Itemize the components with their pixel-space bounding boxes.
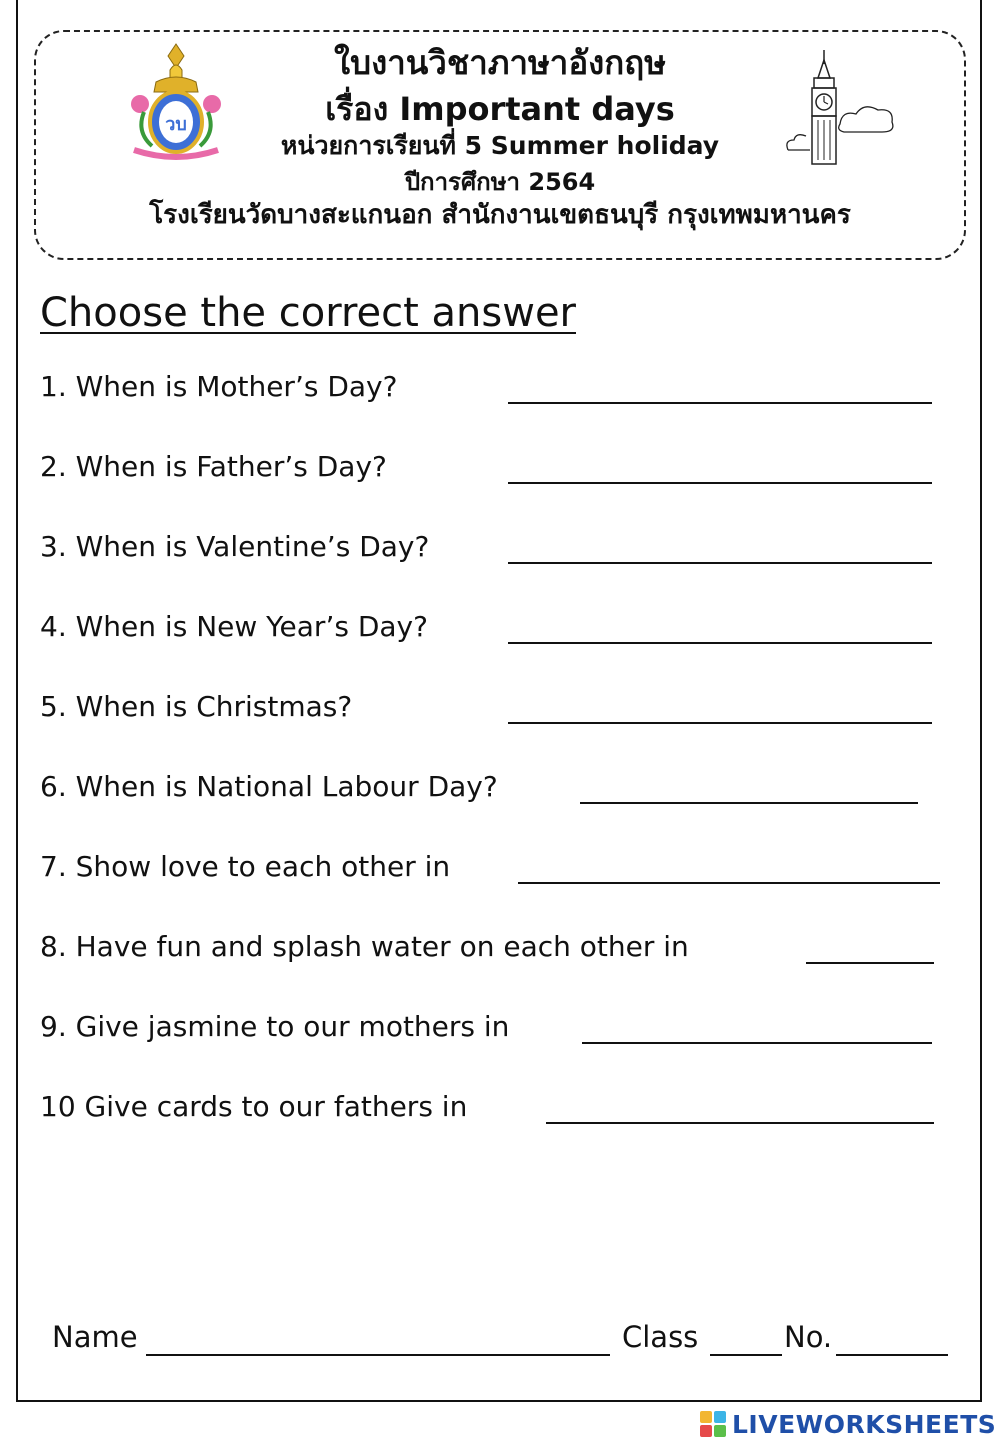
school-name-label: โรงเรียนวัดบางสะแกนอก สำนักงานเขตธนบุรี กรุงเทพมหานคร (149, 200, 851, 230)
answer-blank-4[interactable] (508, 642, 932, 644)
answer-blank-1[interactable] (508, 402, 932, 404)
answer-blank-3[interactable] (508, 562, 932, 564)
class-label: Class (622, 1320, 699, 1354)
answer-blank-5[interactable] (508, 722, 932, 724)
question-7: 7. Show love to each other in (40, 850, 451, 883)
instruction-heading: Choose the correct answer (40, 290, 576, 336)
academic-year-label: ปีการศึกษา 2564 (404, 168, 596, 196)
brand-name: LIVEWORKSHEETS (732, 1409, 997, 1439)
question-1: 1. When is Mother’s Day? (40, 370, 398, 403)
number-field[interactable] (836, 1354, 948, 1356)
worksheet-topic-title: เรื่อง Important days (325, 90, 675, 128)
learning-unit-label: หน่วยการเรียนที่ 5 Summer holiday (280, 131, 720, 160)
liveworksheets-logo-icon (700, 1411, 726, 1437)
question-2: 2. When is Father’s Day? (40, 450, 387, 483)
name-label: Name (52, 1320, 138, 1354)
svg-text:วบ: วบ (165, 114, 187, 135)
answer-blank-9[interactable] (582, 1042, 932, 1044)
answer-blank-2[interactable] (508, 482, 932, 484)
answer-blank-6[interactable] (580, 802, 918, 804)
class-field[interactable] (710, 1354, 782, 1356)
answer-blank-7[interactable] (518, 882, 940, 884)
answer-blank-8[interactable] (806, 962, 934, 964)
answer-blank-10[interactable] (546, 1122, 934, 1124)
question-4: 4. When is New Year’s Day? (40, 610, 428, 643)
question-3: 3. When is Valentine’s Day? (40, 530, 430, 563)
name-field[interactable] (146, 1354, 610, 1356)
question-10: 10 Give cards to our fathers in (40, 1090, 468, 1123)
liveworksheets-brand[interactable] (700, 1408, 996, 1440)
number-label: No. (784, 1320, 833, 1354)
question-8: 8. Have fun and splash water on each other in (40, 930, 689, 963)
worksheet-subject-title: ใบงานวิชาภาษาอังกฤษ (334, 43, 666, 82)
question-5: 5. When is Christmas? (40, 690, 353, 723)
question-9: 9. Give jasmine to our mothers in (40, 1010, 510, 1043)
question-6: 6. When is National Labour Day? (40, 770, 498, 803)
